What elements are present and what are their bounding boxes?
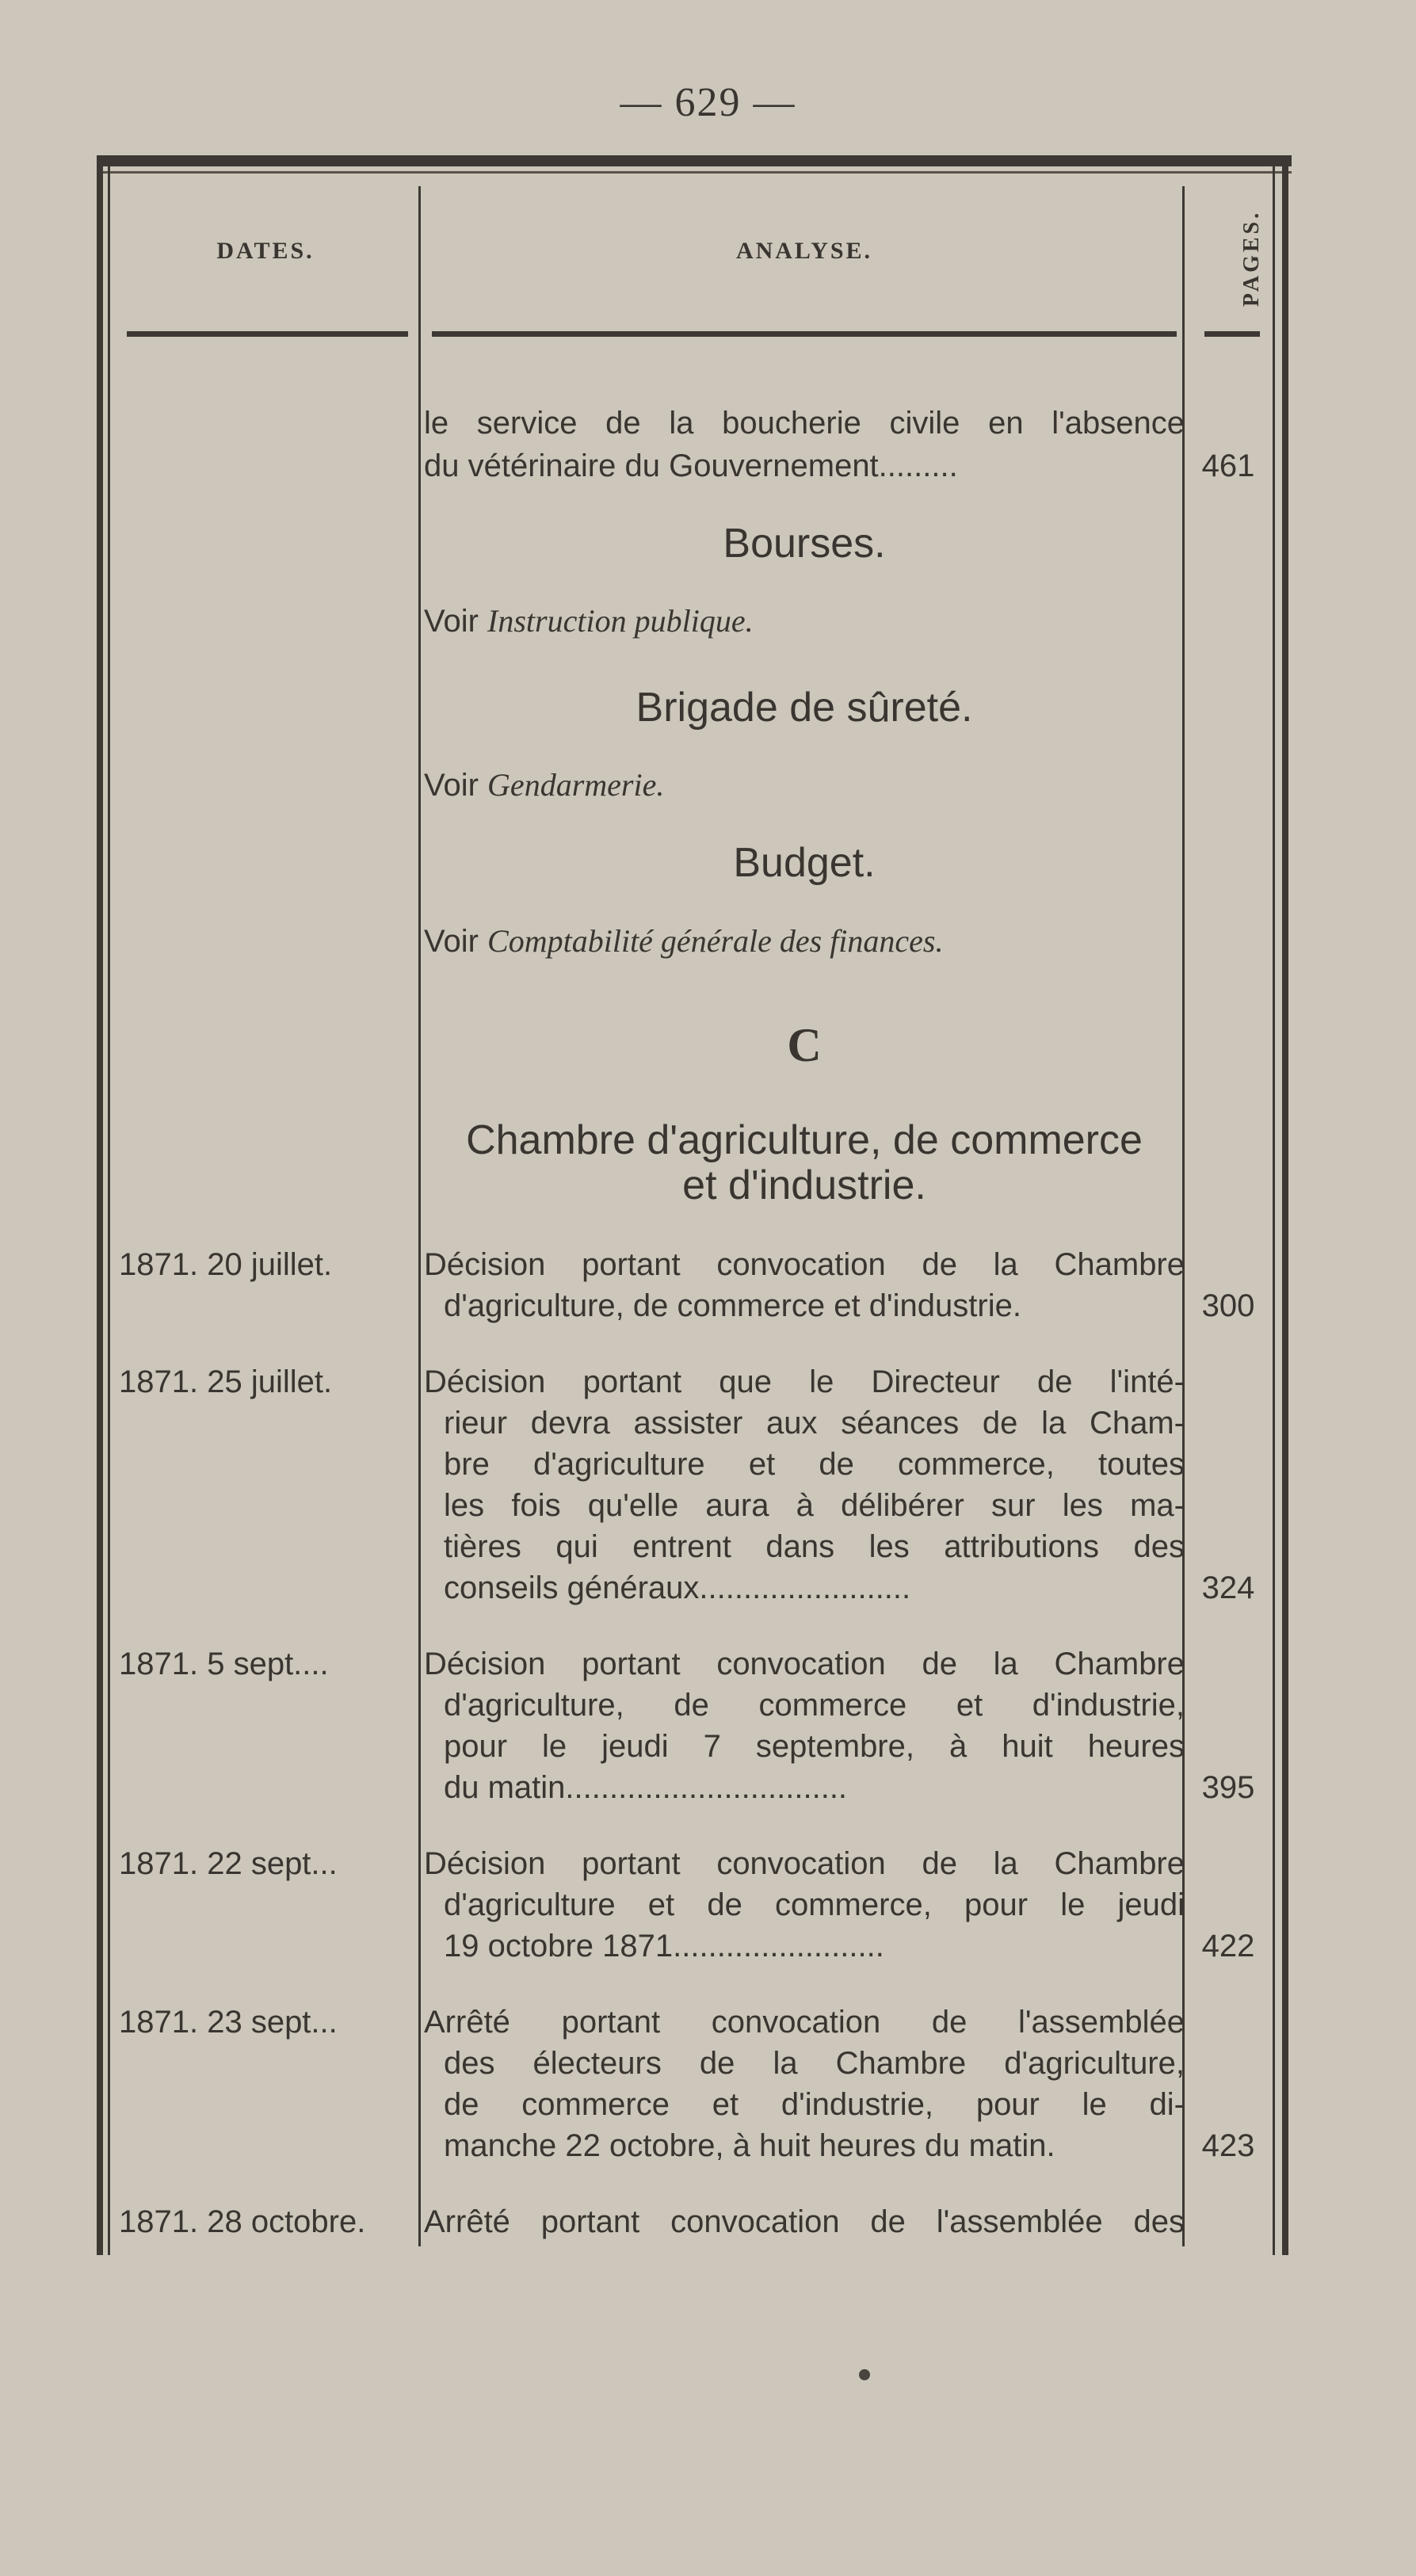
see-also-voir: Voir [424, 768, 488, 803]
frame-left-outer [97, 155, 103, 2255]
frame-left-inner [108, 166, 110, 2255]
continuation-line: du vétérinaire du Gouvernement......... [424, 448, 958, 483]
section-letter: C [787, 1019, 822, 1071]
header-analyse: ANALYSE. [735, 238, 873, 264]
entry-date: 1871. 25 juillet. [119, 1364, 333, 1399]
see-also [424, 765, 1185, 806]
frame-top-rule [97, 155, 1292, 166]
entry-line: manche 22 octobre, à huit heures du matin. [444, 2128, 1055, 2163]
page-ref: 423 [1201, 2128, 1255, 2163]
entry-date: 1871. 22 sept... [119, 1846, 338, 1881]
page-ref: 461 [1201, 448, 1255, 483]
see-also-voir: Voir [424, 604, 488, 639]
entry-line: Décision portant convocation de la Chambre [424, 1846, 1185, 1881]
entry-line: Arrêté portant convocation de l'assemblée des [424, 2204, 1185, 2239]
page-ref: 395 [1201, 1770, 1255, 1805]
entry-line: les fois qu'elle aura à délibérer sur les ma- [444, 1488, 1185, 1523]
section-heading: Bourses. [723, 521, 886, 567]
header-underline-dates [127, 331, 408, 337]
header-pages: PAGES. [1239, 209, 1264, 307]
page-number: — 629 — [620, 80, 796, 125]
see-also-ref: Gendarmerie. [487, 767, 665, 803]
frame-top-thin-rule [97, 171, 1292, 174]
page-ref: 300 [1201, 1288, 1255, 1323]
entry-line: 19 octobre 1871........................ [444, 1929, 884, 1963]
entry-line: Arrêté portant convocation de l'assemblée [424, 2005, 1185, 2040]
entry-line: bre d'agriculture et de commerce, toutes [444, 1447, 1185, 1482]
entry-line: d'agriculture, de commerce et d'industrie, [444, 1688, 1185, 1723]
see-also [424, 601, 1185, 642]
page-ref: 324 [1201, 1570, 1255, 1605]
frame-right-inner [1273, 166, 1275, 2255]
ink-speck [859, 2369, 870, 2380]
column-divider-dates [418, 186, 421, 2246]
entry-line: Décision portant convocation de la Chambre [424, 1247, 1185, 1282]
entry-line: d'agriculture et de commerce, pour le jeudi [444, 1887, 1185, 1922]
header-underline-pages [1204, 331, 1260, 337]
continuation-line: le service de la boucherie civile en l'absence [424, 406, 1185, 441]
entry-line: conseils généraux........................ [444, 1570, 911, 1605]
entry-date: 1871. 20 juillet. [119, 1247, 333, 1282]
entry-line: du matin................................ [444, 1770, 848, 1805]
header-dates: DATES. [216, 238, 315, 264]
entry-line: pour le jeudi 7 septembre, à huit heures [444, 1729, 1185, 1764]
entry-line: Décision portant convocation de la Chambre [424, 1647, 1185, 1681]
see-also-ref: Instruction publique. [487, 603, 754, 639]
entry-line: des électeurs de la Chambre d'agriculture, [444, 2046, 1185, 2081]
section-heading: et d'industrie. [682, 1162, 926, 1208]
see-also-voir: Voir [424, 924, 488, 959]
entry-date: 1871. 23 sept... [119, 2005, 338, 2040]
see-also-ref: Comptabilité générale des finances. [487, 923, 944, 959]
entry-date: 1871. 5 sept.... [119, 1647, 329, 1681]
frame-right-outer [1282, 155, 1288, 2255]
page-ref: 422 [1201, 1929, 1255, 1963]
see-also [424, 921, 1185, 962]
entry-line: Décision portant que le Directeur de l'inté- [424, 1364, 1185, 1399]
entry-line: de commerce et d'industrie, pour le di- [444, 2087, 1185, 2122]
entry-line: d'agriculture, de commerce et d'industrie. [444, 1288, 1021, 1323]
entry-date: 1871. 28 octobre. [119, 2204, 366, 2239]
entry-line: tières qui entrent dans les attributions des [444, 1529, 1185, 1564]
section-heading: Chambre d'agriculture, de commerce [466, 1117, 1143, 1163]
section-heading: Brigade de sûreté. [635, 685, 973, 731]
section-heading: Budget. [733, 840, 876, 886]
entry-line: rieur devra assister aux séances de la Cham- [444, 1406, 1185, 1441]
header-underline-analyse [432, 331, 1177, 337]
